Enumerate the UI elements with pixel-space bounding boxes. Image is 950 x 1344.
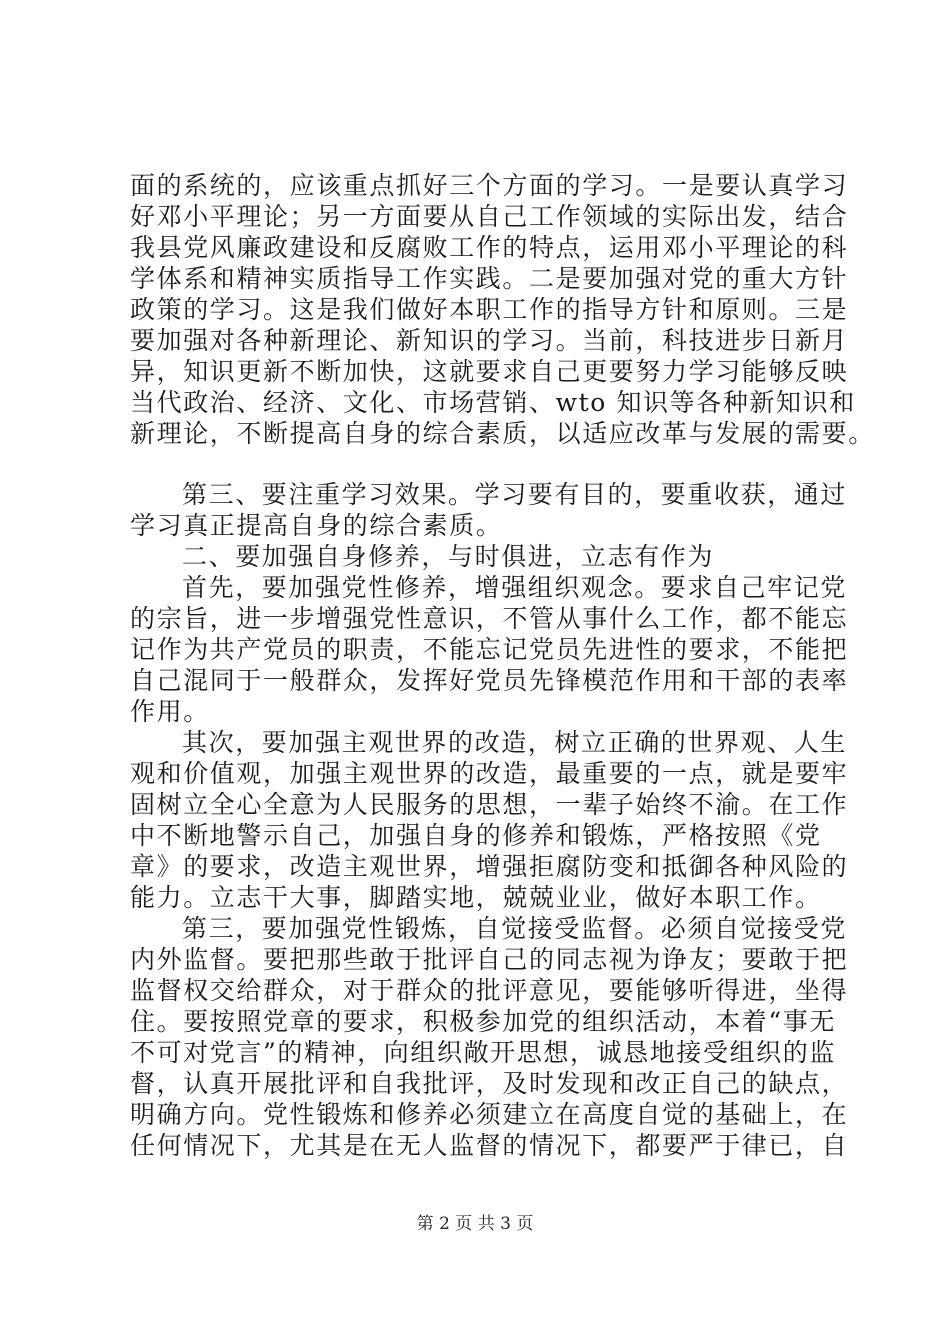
text-line: 作用。 <box>130 697 210 726</box>
text-line: 能力。立志干大事，脚踏实地，兢兢业业，做好本职工作。 <box>130 883 822 912</box>
text-line: 不可对党言”的精神，向组织敞开思想，诚恳地接受组织的监 <box>130 1038 836 1067</box>
text-line: 自己混同于一般群众，发挥好党员先锋模范作用和干部的表率 <box>130 666 849 695</box>
text-line: 首先，要加强党性修养，增强组织观念。要求自己牢记党 <box>182 573 848 602</box>
text-line: 其次，要加强主观世界的改造，树立正确的世界观、人生 <box>182 728 848 757</box>
text-line: 的宗旨，进一步增强党性意识，不管从事什么工作，都不能忘 <box>130 604 849 633</box>
text-line: 章》的要求，改造主观世界，增强拒腐防变和抵御各种风险的 <box>130 852 849 881</box>
text-line: 二、要加强自身修养，与时俱进，立志有作为 <box>182 542 715 571</box>
text-line: 当代政治、经济、文化、市场营销、wto 知识等各种新知识和 <box>130 388 856 417</box>
text-line: 政策的学习。这是我们做好本职工作的指导方针和原则。三是 <box>130 295 849 324</box>
text-line: 明确方向。党性锻炼和修养必须建立在高度自觉的基础上，在 <box>130 1100 849 1129</box>
paragraph-block-1 <box>130 170 875 449</box>
text-line: 第三，要加强党性锻炼，自觉接受监督。必须自觉接受党 <box>182 914 848 943</box>
text-line: 督，认真开展批评和自我批评，及时发现和改正自己的缺点， <box>130 1069 849 1098</box>
page-footer: 第 2 页 共 3 页 <box>416 1214 534 1234</box>
paragraph-block-2 <box>130 479 849 1161</box>
text-line: 好邓小平理论；另一方面要从自己工作领域的实际出发，结合 <box>130 202 849 231</box>
text-line: 学体系和精神实质指导工作实践。二是要加强对党的重大方针 <box>130 264 849 293</box>
text-line: 固树立全心全意为人民服务的思想，一辈子始终不渝。在工作 <box>130 790 849 819</box>
text-line: 监督权交给群众，对于群众的批评意见，要能够听得进，坐得 <box>130 976 849 1005</box>
text-line: 学习真正提高自身的综合素质。 <box>130 511 503 540</box>
text-line: 任何情况下，尤其是在无人监督的情况下，都要严于律已，自 <box>130 1131 849 1160</box>
text-line: 异，知识更新不断加快，这就要求自己更要努力学习能够反映 <box>130 357 849 386</box>
text-line: 面的系统的，应该重点抓好三个方面的学习。一是要认真学习 <box>130 171 849 200</box>
text-line: 记作为共产党员的职责，不能忘记党员先进性的要求，不能把 <box>130 635 849 664</box>
text-line: 我县党风廉政建设和反腐败工作的特点，运用邓小平理论的科 <box>130 233 849 262</box>
text-line: 第三、要注重学习效果。学习要有目的，要重收获，通过 <box>182 480 848 509</box>
paragraph-gap <box>130 449 830 479</box>
text-line: 要加强对各种新理论、新知识的学习。当前，科技进步日新月 <box>130 326 849 355</box>
text-line: 内外监督。要把那些敢于批评自己的同志视为诤友；要敢于把 <box>130 945 849 974</box>
text-line: 观和价值观，加强主观世界的改造，最重要的一点，就是要牢 <box>130 759 849 788</box>
text-line: 住。要按照党章的要求，积极参加党的组织活动，本着“事无 <box>130 1007 836 1036</box>
text-line: 新理论，不断提高自身的综合素质，以适应改革与发展的需要。 <box>130 419 875 448</box>
document-body <box>130 170 875 1161</box>
text-line: 中不断地警示自己，加强自身的修养和锻炼，严格按照《党 <box>130 821 822 850</box>
